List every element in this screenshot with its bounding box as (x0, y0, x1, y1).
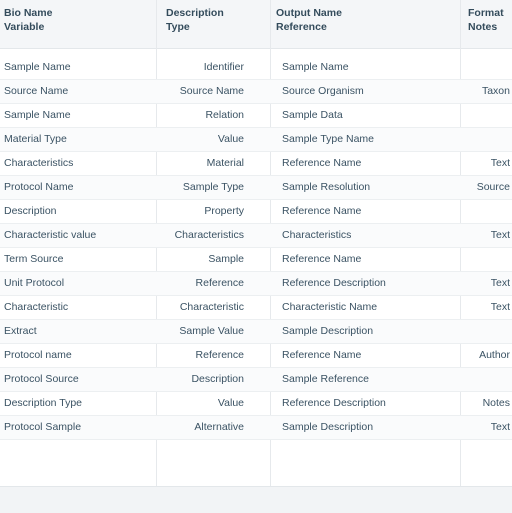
description-cell: Value (217, 397, 244, 409)
output-name-cell: Sample Reference (282, 373, 369, 385)
column-header-1-line1: Bio Name (4, 7, 53, 19)
bio-name-cell: Protocol Sample (4, 421, 82, 433)
table-row[interactable] (0, 128, 512, 152)
bio-name-cell: Description (4, 205, 57, 217)
description-cell: Sample Value (179, 325, 244, 337)
table-row[interactable] (0, 176, 512, 200)
table-row[interactable] (0, 368, 512, 392)
format-cell: Text (490, 229, 510, 241)
bio-name-cell: Sample Name (4, 61, 71, 73)
output-name-cell: Sample Description (282, 325, 374, 337)
bio-name-cell: Sample Name (4, 109, 71, 121)
output-name-cell: Reference Name (282, 253, 362, 265)
output-name-cell: Source Organism (282, 85, 364, 97)
bio-name-cell: Extract (4, 325, 37, 337)
table-row[interactable] (0, 200, 512, 224)
output-name-cell: Characteristic Name (282, 301, 378, 313)
output-name-cell: Reference Name (282, 349, 362, 361)
description-cell: Alternative (194, 421, 244, 433)
bio-name-cell: Protocol name (4, 349, 72, 361)
column-header-2-line1: Description (166, 7, 224, 19)
column-header-1-line2: Variable (4, 21, 45, 33)
output-name-cell: Sample Type Name (282, 133, 375, 145)
output-name-cell: Sample Resolution (282, 181, 371, 193)
column-header-1[interactable] (4, 6, 154, 34)
column-header-4[interactable] (468, 6, 512, 34)
table-row[interactable] (0, 224, 512, 248)
column-header-4-line1: Format (468, 7, 504, 19)
bio-name-cell: Characteristic (4, 301, 69, 313)
format-cell: Source (476, 181, 510, 193)
table-footer (0, 486, 512, 513)
description-cell: Material (206, 157, 244, 169)
description-cell: Description (191, 373, 244, 385)
output-name-cell: Characteristics (282, 229, 352, 241)
bio-name-cell: Protocol Source (4, 373, 79, 385)
bio-name-cell: Description Type (4, 397, 83, 409)
output-name-cell: Reference Name (282, 157, 362, 169)
column-header-3[interactable] (276, 6, 446, 34)
table-row[interactable] (0, 152, 512, 176)
table-row[interactable] (0, 344, 512, 368)
bio-name-cell: Term Source (4, 253, 64, 265)
table-row[interactable] (0, 56, 512, 80)
bio-name-cell: Material Type (4, 133, 67, 145)
table-row[interactable] (0, 296, 512, 320)
bio-name-cell: Characteristic value (4, 229, 97, 241)
description-cell: Source Name (179, 85, 244, 97)
format-cell: Text (490, 277, 510, 289)
description-cell: Property (204, 205, 244, 217)
table-row[interactable] (0, 248, 512, 272)
bio-name-cell: Protocol Name (4, 181, 74, 193)
table-header (0, 0, 512, 49)
table-row[interactable] (0, 320, 512, 344)
bio-name-cell: Source Name (4, 85, 69, 97)
description-cell: Identifier (203, 61, 244, 73)
description-cell: Characteristic (179, 301, 244, 313)
output-name-cell: Sample Description (282, 421, 374, 433)
column-header-2[interactable] (166, 6, 256, 34)
output-name-cell: Reference Description (282, 397, 386, 409)
column-header-3-line2: Reference (276, 21, 327, 33)
output-name-cell: Sample Data (282, 109, 343, 121)
format-cell: Text (490, 421, 510, 433)
format-cell: Text (490, 157, 510, 169)
output-name-cell: Reference Description (282, 277, 386, 289)
output-name-cell: Sample Name (282, 61, 349, 73)
bio-name-cell: Unit Protocol (4, 277, 65, 289)
description-cell: Sample (208, 253, 244, 265)
column-header-3-line1: Output Name (276, 7, 342, 19)
description-cell: Reference (195, 277, 244, 289)
description-cell: Characteristics (174, 229, 244, 241)
table-row[interactable] (0, 392, 512, 416)
description-cell: Relation (205, 109, 244, 121)
table-row[interactable] (0, 104, 512, 128)
description-cell: Value (217, 133, 244, 145)
bio-name-cell: Characteristics (4, 157, 74, 169)
format-cell: Author (479, 349, 510, 361)
table-row[interactable] (0, 416, 512, 440)
output-name-cell: Reference Name (282, 205, 362, 217)
format-cell: Notes (482, 397, 510, 409)
table-row[interactable] (0, 272, 512, 296)
column-header-2-line2: Type (166, 21, 190, 33)
description-cell: Sample Type (182, 181, 244, 193)
column-header-4-line2: Notes (468, 21, 498, 33)
table-row[interactable] (0, 80, 512, 104)
description-cell: Reference (195, 349, 244, 361)
format-cell: Text (490, 301, 510, 313)
format-cell: Taxon (481, 85, 510, 97)
